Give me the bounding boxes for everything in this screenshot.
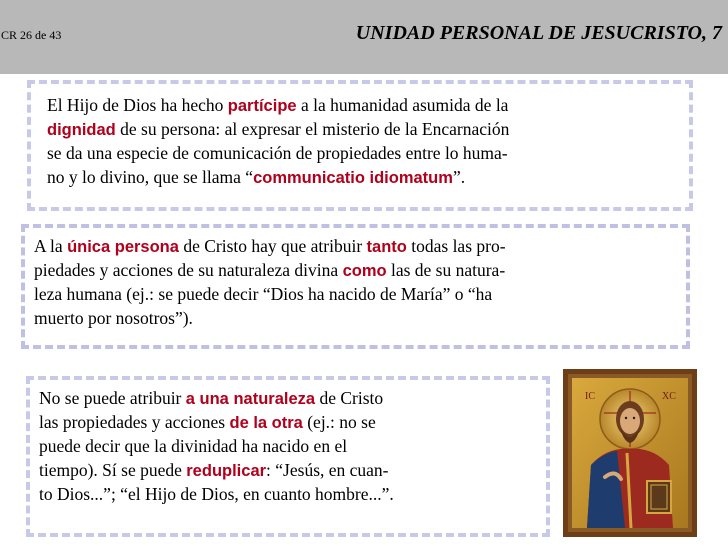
text-line: to Dios...”; “el Hijo de Dios, en cuanto hombre...”. xyxy=(39,484,394,504)
highlight-term: tanto xyxy=(366,238,407,256)
text-line: leza humana (ej.: se puede decir “Dios ha nacido de María” o “ha xyxy=(34,284,493,304)
text-box-attribution xyxy=(21,224,690,349)
face-shape xyxy=(620,408,640,434)
text-line: No se puede atribuir a una naturaleza de Cristo xyxy=(39,388,384,408)
header-bar xyxy=(0,0,728,74)
highlight-term: dignidad xyxy=(47,121,116,139)
christ-pantocrator-icon-image xyxy=(563,369,697,537)
pantocrator-icon xyxy=(563,369,697,537)
slide-title: UNIDAD PERSONAL DE JESUCRISTO, 7 xyxy=(355,22,722,44)
text-line: las propiedades y acciones de la otra (ej.: no se xyxy=(39,412,376,432)
page-indicator: CR 26 de 43 xyxy=(1,28,62,42)
text-line: piedades y acciones de su naturaleza divina como las de su natura- xyxy=(34,260,506,280)
highlight-term: partícipe xyxy=(227,97,297,115)
text-line: El Hijo de Dios ha hecho partícipe a la humanidad asumida de la xyxy=(47,95,509,115)
text-line: tiempo). Sí se puede reduplicar: “Jesús, en cuan- xyxy=(39,460,389,480)
highlight-term: a una naturaleza xyxy=(185,390,316,408)
highlight-term: reduplicar xyxy=(186,462,267,480)
highlight-term: única persona xyxy=(67,238,179,256)
text-line: puede decir que la divinidad ha nacido en el xyxy=(39,436,348,456)
highlight-term: communicatio idiomatum xyxy=(253,169,453,187)
text-box-participation xyxy=(27,80,693,211)
highlight-term: de la otra xyxy=(229,414,303,432)
text-line: no y lo divino, que se llama “communicatio idiomatum”. xyxy=(47,167,466,187)
monogram-right: XC xyxy=(662,391,676,402)
text-line: se da una especie de comunicación de propiedades entre lo huma- xyxy=(47,143,508,163)
highlight-term: como xyxy=(342,262,387,280)
text-line: muerto por nosotros”). xyxy=(34,308,193,328)
text-line: A la única persona de Cristo hay que atribuir tanto todas las pro- xyxy=(34,236,506,256)
text-line: dignidad de su persona: al expresar el misterio de la Encarnación xyxy=(47,119,510,139)
monogram-left: IC xyxy=(585,391,595,402)
text-box-reduplication xyxy=(26,376,550,537)
